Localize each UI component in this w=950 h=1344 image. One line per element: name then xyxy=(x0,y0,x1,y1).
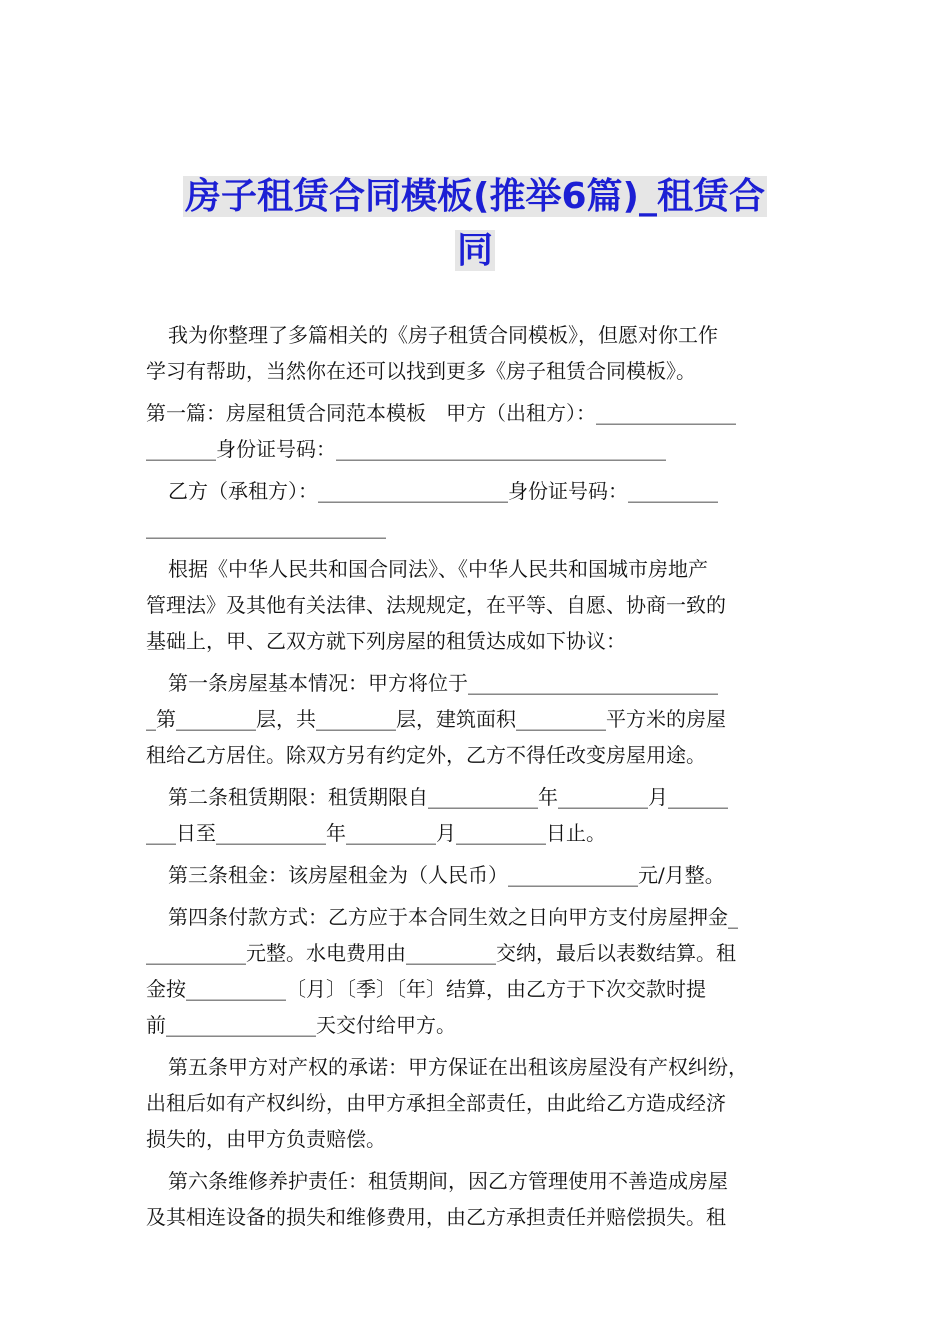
text-line: 第二条租赁期限：租赁期限自___________年_________月______ xyxy=(168,785,728,809)
text-line: 损失的，由甲方负责赔偿。 xyxy=(146,1127,386,1151)
text-line: 基础上，甲、乙双方就下列房屋的租赁达成如下协议： xyxy=(146,629,626,653)
paragraph xyxy=(146,1163,811,1235)
text-line: 第六条维修养护责任：租赁期间，因乙方管理使用不善造成房屋 xyxy=(168,1169,728,1193)
title-line xyxy=(150,224,800,278)
text-line: __________元整。水电费用由_________交纳，最后以表数结算。租 xyxy=(146,941,736,965)
text-line: 前_______________天交付给甲方。 xyxy=(146,1013,456,1037)
text-line: 学习有帮助，当然你在还可以找到更多《房子租赁合同模板》。 xyxy=(146,359,696,383)
text-line: 第四条付款方式：乙方应于本合同生效之日向甲方支付房屋押金_ xyxy=(168,905,738,929)
paragraph xyxy=(146,857,811,893)
text-line: 第一条房屋基本情况：甲方将位于_________________________ xyxy=(168,671,718,695)
paragraph xyxy=(146,779,811,851)
paragraph xyxy=(146,317,811,389)
text-line: 出租后如有产权纠纷，由甲方承担全部责任，由此给乙方造成经济 xyxy=(146,1091,726,1115)
text-line: 管理法》及其他有关法律、法规规定，在平等、自愿、协商一致的 xyxy=(146,593,726,617)
paragraph xyxy=(146,395,811,467)
text-line: _第________层，共________层，建筑面积_________平方米的房屋 xyxy=(146,707,726,731)
title-line xyxy=(150,170,800,224)
text-line: 金按__________〔月〕〔季〕〔年〕结算，由乙方于下次交款时提 xyxy=(146,977,706,1001)
text-line: 根据《中华人民共和国合同法》、《中华人民共和国城市房地产 xyxy=(168,557,708,581)
text-line: ________________________ xyxy=(146,515,386,539)
text-line: 乙方（承租方）：___________________身份证号码：_________ xyxy=(168,479,718,503)
text-line: 我为你整理了多篇相关的《房子租赁合同模板》，但愿对你工作 xyxy=(168,323,718,347)
text-line: 及其相连设备的损失和维修费用，由乙方承担责任并赔偿损失。租 xyxy=(146,1205,726,1229)
text-line: ___日至___________年_________月_________日止。 xyxy=(146,821,606,845)
paragraph xyxy=(146,899,811,1043)
document-title xyxy=(150,170,800,278)
paragraph xyxy=(146,473,811,545)
paragraph xyxy=(146,665,811,773)
paragraph xyxy=(146,551,811,659)
paragraph xyxy=(146,1049,811,1157)
text-line: 第一篇：房屋租赁合同范本模板 甲方（出租方）：______________ xyxy=(146,401,736,425)
text-line: 第三条租金：该房屋租金为（人民币）_____________元/月整。 xyxy=(168,863,725,887)
title-line-2: 同 xyxy=(456,230,493,271)
text-line: 租给乙方居住。除双方另有约定外，乙方不得任改变房屋用途。 xyxy=(146,743,706,767)
document-body xyxy=(146,317,811,1235)
title-line-1: 房子租赁合同模板(推举6篇)_租赁合 xyxy=(185,176,765,217)
text-line: _______身份证号码：_________________________________ xyxy=(146,437,666,461)
text-line: 第五条甲方对产权的承诺：甲方保证在出租该房屋没有产权纠纷， xyxy=(168,1055,748,1079)
